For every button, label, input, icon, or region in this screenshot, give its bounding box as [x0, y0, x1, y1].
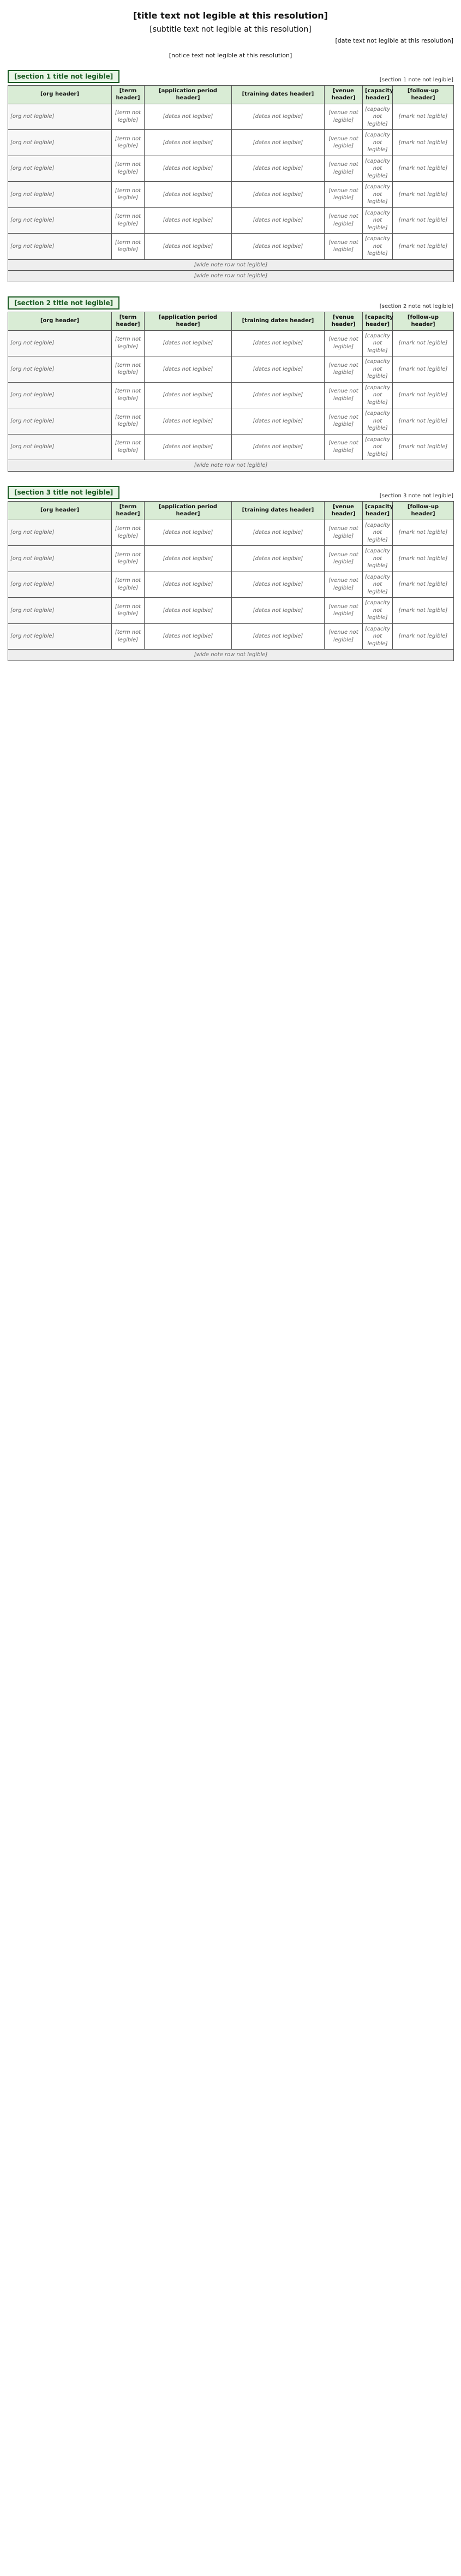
schedule-section [8, 486, 453, 661]
training-dates-cell: [dates not legible] [232, 546, 325, 572]
column-header: [follow-up header] [393, 312, 454, 330]
table-row [8, 408, 454, 435]
wide-note-row [8, 460, 454, 472]
capacity-cell: [capacity not legible] [363, 130, 393, 156]
follow-up-cell: [mark not legible] [393, 130, 454, 156]
table-row [8, 520, 454, 546]
training-dates-cell: [dates not legible] [232, 234, 325, 260]
training-dates-cell: [dates not legible] [232, 104, 325, 130]
column-header: [follow-up header] [393, 501, 454, 520]
table-row [8, 156, 454, 182]
capacity-cell: [capacity not legible] [363, 572, 393, 598]
wide-note-cell: [wide note row not legible] [8, 650, 454, 661]
venue-cell: [venue not legible] [325, 182, 363, 208]
capacity-cell: [capacity not legible] [363, 156, 393, 182]
schedule-section [8, 296, 453, 472]
venue-cell: [venue not legible] [325, 623, 363, 650]
application-period-cell: [dates not legible] [145, 520, 232, 546]
table-row [8, 234, 454, 260]
document-date: [date text not legible at this resolution] [335, 37, 453, 44]
capacity-cell: [capacity not legible] [363, 434, 393, 460]
application-period-cell: [dates not legible] [145, 156, 232, 182]
capacity-cell: [capacity not legible] [363, 330, 393, 356]
organization-cell: [org not legible] [8, 182, 112, 208]
column-header: [term header] [112, 312, 145, 330]
organization-cell: [org not legible] [8, 598, 112, 624]
section-head [8, 70, 453, 83]
application-period-cell: [dates not legible] [145, 330, 232, 356]
term-cell: [term not legible] [112, 598, 145, 624]
venue-cell: [venue not legible] [325, 207, 363, 234]
table-row [8, 207, 454, 234]
term-cell: [term not legible] [112, 520, 145, 546]
training-dates-cell: [dates not legible] [232, 182, 325, 208]
wide-note-cell: [wide note row not legible] [8, 460, 454, 472]
table-row [8, 546, 454, 572]
training-dates-cell: [dates not legible] [232, 382, 325, 408]
application-period-cell: [dates not legible] [145, 434, 232, 460]
term-cell: [term not legible] [112, 130, 145, 156]
term-cell: [term not legible] [112, 207, 145, 234]
wide-note-cell: [wide note row not legible] [8, 271, 454, 282]
follow-up-cell: [mark not legible] [393, 408, 454, 435]
capacity-cell: [capacity not legible] [363, 104, 393, 130]
follow-up-cell: [mark not legible] [393, 546, 454, 572]
capacity-cell: [capacity not legible] [363, 356, 393, 383]
header-row [8, 312, 454, 330]
follow-up-cell: [mark not legible] [393, 434, 454, 460]
capacity-cell: [capacity not legible] [363, 207, 393, 234]
column-header: [capacity header] [363, 312, 393, 330]
venue-cell: [venue not legible] [325, 408, 363, 435]
column-header: [capacity header] [363, 501, 393, 520]
application-period-cell: [dates not legible] [145, 207, 232, 234]
term-cell: [term not legible] [112, 234, 145, 260]
follow-up-cell: [mark not legible] [393, 234, 454, 260]
term-cell: [term not legible] [112, 623, 145, 650]
term-cell: [term not legible] [112, 156, 145, 182]
venue-cell: [venue not legible] [325, 156, 363, 182]
application-period-cell: [dates not legible] [145, 382, 232, 408]
follow-up-cell: [mark not legible] [393, 156, 454, 182]
organization-cell: [org not legible] [8, 382, 112, 408]
schedule-section [8, 70, 453, 282]
follow-up-cell: [mark not legible] [393, 623, 454, 650]
venue-cell: [venue not legible] [325, 104, 363, 130]
application-period-cell: [dates not legible] [145, 623, 232, 650]
venue-cell: [venue not legible] [325, 234, 363, 260]
schedule-table [8, 312, 454, 472]
venue-cell: [venue not legible] [325, 572, 363, 598]
section-title: [section 2 title not legible] [8, 296, 119, 310]
column-header: [application period header] [145, 85, 232, 104]
application-period-cell: [dates not legible] [145, 598, 232, 624]
schedule-sections [8, 70, 453, 661]
term-cell: [term not legible] [112, 408, 145, 435]
training-dates-cell: [dates not legible] [232, 434, 325, 460]
capacity-cell: [capacity not legible] [363, 598, 393, 624]
organization-cell: [org not legible] [8, 130, 112, 156]
capacity-cell: [capacity not legible] [363, 382, 393, 408]
page-subtitle: [subtitle text not legible at this resolution] [149, 25, 312, 34]
follow-up-cell: [mark not legible] [393, 356, 454, 383]
column-header: [follow-up header] [393, 85, 454, 104]
venue-cell: [venue not legible] [325, 130, 363, 156]
wide-note-row [8, 271, 454, 282]
schedule-table [8, 85, 454, 282]
training-dates-cell: [dates not legible] [232, 408, 325, 435]
table-row [8, 623, 454, 650]
venue-cell: [venue not legible] [325, 330, 363, 356]
capacity-cell: [capacity not legible] [363, 182, 393, 208]
organization-cell: [org not legible] [8, 623, 112, 650]
training-dates-cell: [dates not legible] [232, 356, 325, 383]
table-row [8, 572, 454, 598]
application-period-cell: [dates not legible] [145, 104, 232, 130]
column-header: [venue header] [325, 85, 363, 104]
follow-up-cell: [mark not legible] [393, 182, 454, 208]
organization-cell: [org not legible] [8, 434, 112, 460]
table-row [8, 356, 454, 383]
schedule-table [8, 501, 454, 661]
application-period-cell: [dates not legible] [145, 130, 232, 156]
venue-cell: [venue not legible] [325, 434, 363, 460]
header-row [8, 501, 454, 520]
organization-cell: [org not legible] [8, 356, 112, 383]
notice-text: [notice text not legible at this resolution] [169, 51, 292, 59]
section-head [8, 486, 453, 499]
term-cell: [term not legible] [112, 572, 145, 598]
follow-up-cell: [mark not legible] [393, 598, 454, 624]
capacity-cell: [capacity not legible] [363, 234, 393, 260]
application-period-cell: [dates not legible] [145, 182, 232, 208]
follow-up-cell: [mark not legible] [393, 382, 454, 408]
table-row [8, 382, 454, 408]
training-dates-cell: [dates not legible] [232, 623, 325, 650]
table-row [8, 598, 454, 624]
organization-cell: [org not legible] [8, 546, 112, 572]
training-dates-cell: [dates not legible] [232, 520, 325, 546]
section-title: [section 3 title not legible] [8, 486, 119, 499]
training-dates-cell: [dates not legible] [232, 598, 325, 624]
organization-cell: [org not legible] [8, 234, 112, 260]
organization-cell: [org not legible] [8, 330, 112, 356]
table-row [8, 434, 454, 460]
capacity-cell: [capacity not legible] [363, 623, 393, 650]
table-row [8, 182, 454, 208]
organization-cell: [org not legible] [8, 572, 112, 598]
column-header: [application period header] [145, 501, 232, 520]
capacity-cell: [capacity not legible] [363, 408, 393, 435]
column-header: [training dates header] [232, 312, 325, 330]
follow-up-cell: [mark not legible] [393, 104, 454, 130]
application-period-cell: [dates not legible] [145, 546, 232, 572]
venue-cell: [venue not legible] [325, 598, 363, 624]
section-note: [section 2 note not legible] [379, 303, 453, 310]
table-row [8, 104, 454, 130]
header-row [8, 85, 454, 104]
training-dates-cell: [dates not legible] [232, 207, 325, 234]
column-header: [org header] [8, 85, 112, 104]
wide-note-cell: [wide note row not legible] [8, 259, 454, 271]
organization-cell: [org not legible] [8, 408, 112, 435]
application-period-cell: [dates not legible] [145, 356, 232, 383]
training-dates-cell: [dates not legible] [232, 156, 325, 182]
venue-cell: [venue not legible] [325, 520, 363, 546]
column-header: [org header] [8, 312, 112, 330]
table-row [8, 130, 454, 156]
training-dates-cell: [dates not legible] [232, 572, 325, 598]
organization-cell: [org not legible] [8, 156, 112, 182]
column-header: [term header] [112, 501, 145, 520]
term-cell: [term not legible] [112, 104, 145, 130]
wide-note-row [8, 259, 454, 271]
venue-cell: [venue not legible] [325, 356, 363, 383]
column-header: [term header] [112, 85, 145, 104]
training-dates-cell: [dates not legible] [232, 130, 325, 156]
training-dates-cell: [dates not legible] [232, 330, 325, 356]
column-header: [training dates header] [232, 85, 325, 104]
venue-cell: [venue not legible] [325, 382, 363, 408]
organization-cell: [org not legible] [8, 520, 112, 546]
follow-up-cell: [mark not legible] [393, 330, 454, 356]
section-note: [section 1 note not legible] [379, 76, 453, 83]
follow-up-cell: [mark not legible] [393, 572, 454, 598]
section-title: [section 1 title not legible] [8, 70, 119, 83]
column-header: [application period header] [145, 312, 232, 330]
term-cell: [term not legible] [112, 356, 145, 383]
column-header: [org header] [8, 501, 112, 520]
organization-cell: [org not legible] [8, 104, 112, 130]
follow-up-cell: [mark not legible] [393, 520, 454, 546]
venue-cell: [venue not legible] [325, 546, 363, 572]
term-cell: [term not legible] [112, 546, 145, 572]
page-title: [title text not legible at this resolution] [133, 10, 328, 21]
application-period-cell: [dates not legible] [145, 408, 232, 435]
follow-up-cell: [mark not legible] [393, 207, 454, 234]
term-cell: [term not legible] [112, 330, 145, 356]
column-header: [venue header] [325, 312, 363, 330]
organization-cell: [org not legible] [8, 207, 112, 234]
application-period-cell: [dates not legible] [145, 572, 232, 598]
application-period-cell: [dates not legible] [145, 234, 232, 260]
section-head [8, 296, 453, 310]
column-header: [training dates header] [232, 501, 325, 520]
section-note: [section 3 note not legible] [379, 492, 453, 499]
column-header: [capacity header] [363, 85, 393, 104]
wide-note-row [8, 650, 454, 661]
capacity-cell: [capacity not legible] [363, 546, 393, 572]
term-cell: [term not legible] [112, 434, 145, 460]
term-cell: [term not legible] [112, 382, 145, 408]
capacity-cell: [capacity not legible] [363, 520, 393, 546]
column-header: [venue header] [325, 501, 363, 520]
table-row [8, 330, 454, 356]
term-cell: [term not legible] [112, 182, 145, 208]
